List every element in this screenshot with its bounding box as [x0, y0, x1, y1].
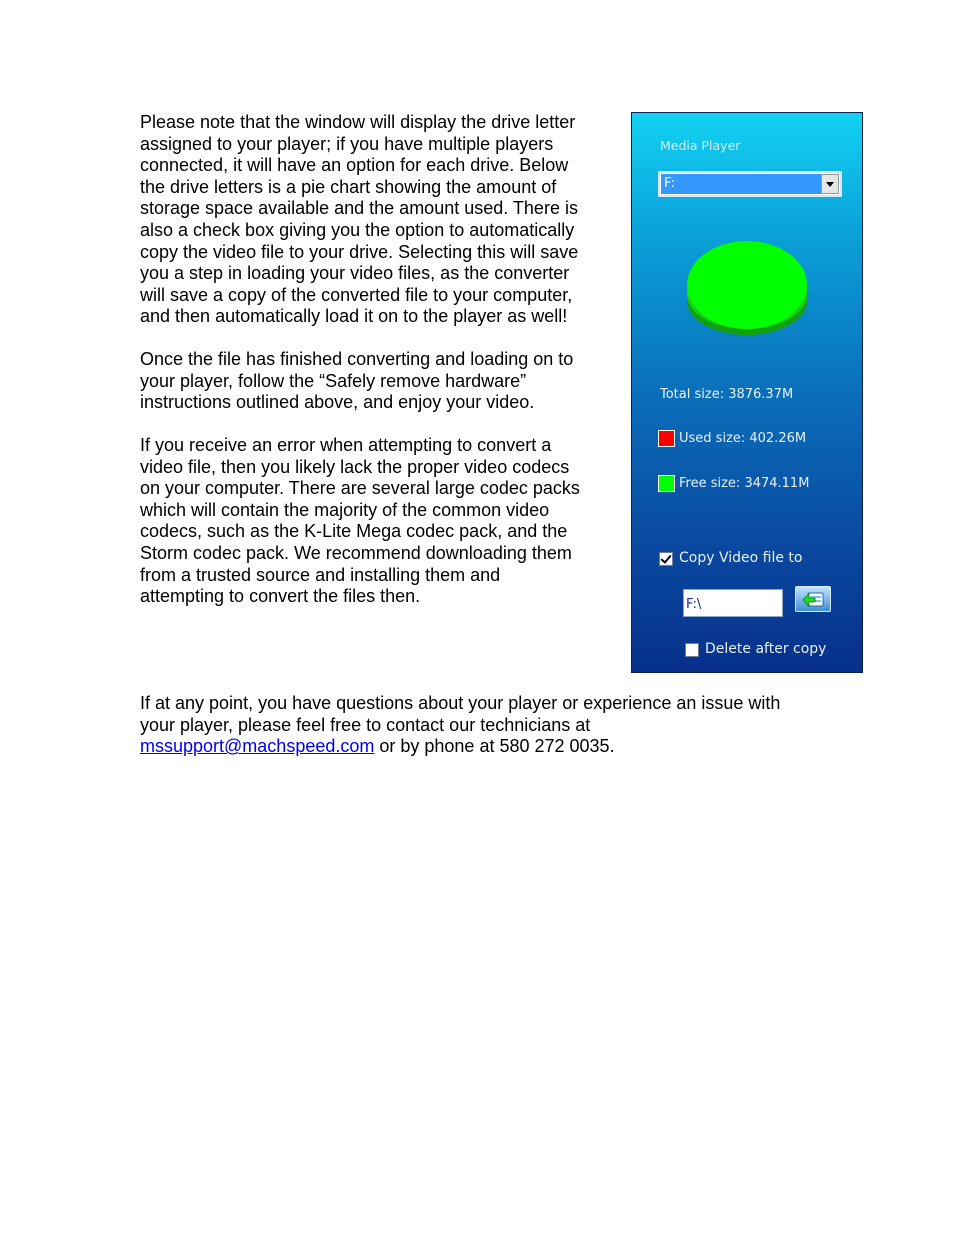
contact-text: If at any point, you have questions about your player or experience an issue with your player, please feel free to contact our technicians at: [140, 693, 781, 735]
delete-after-copy-label: Delete after copy: [705, 641, 827, 657]
paragraph-codec-error: If you receive an error when attempting to convert a video file, then you likely lack the proper video codecs on your computer. There are several large codec packs which will contain the majority of the common video codecs, such as the K-Lite Mega codec pack, and the Storm codec pack. We recommend downloading them from a trusted source and installing them and attempting to convert the files then.: [140, 435, 580, 607]
delete-after-copy-checkbox[interactable]: [685, 643, 699, 657]
used-size-label: Used size: 402.26M: [679, 431, 807, 446]
browse-destination-button[interactable]: [795, 586, 831, 612]
contact-phone-text: or by phone at 580 272 0035.: [374, 736, 615, 757]
copy-video-label: Copy Video file to: [679, 550, 803, 566]
folder-arrow-icon: [802, 590, 826, 610]
panel-title: Media Player: [660, 138, 741, 153]
free-color-swatch: [658, 475, 675, 492]
drive-select[interactable]: [658, 171, 842, 197]
paragraph-contact: [140, 693, 840, 758]
support-email-link[interactable]: mssupport@machspeed.com: [140, 736, 375, 757]
paragraph-drive-info: Please note that the window will display the drive letter assigned to your player; if you have multiple players connected, it will have an option for each drive. Below the drive letters is a pie chart showing the amount of storage space available and the amount used. There is also a check box giving you the option to automatically copy the video file to your drive. Selecting this will save you a step in loading your video files, as the converter will save a copy of the converted file to your computer, and then automatically load it on to the player as well!: [140, 112, 579, 327]
storage-pie-chart: [682, 233, 812, 345]
used-color-swatch: [658, 430, 675, 447]
free-size-label: Free size: 3474.11M: [679, 476, 810, 491]
copy-video-checkbox[interactable]: [659, 552, 673, 566]
destination-path-input[interactable]: [683, 589, 783, 617]
total-size-label: Total size: 3876.37M: [660, 387, 794, 402]
chevron-down-icon[interactable]: [821, 174, 839, 194]
drive-select-value: F:: [661, 174, 821, 194]
media-player-panel: [631, 112, 863, 673]
paragraph-safely-remove: Once the file has finished converting and loading on to your player, follow the “Safely remove hardware” instructions outlined above, and enjoy your video.: [140, 349, 574, 413]
